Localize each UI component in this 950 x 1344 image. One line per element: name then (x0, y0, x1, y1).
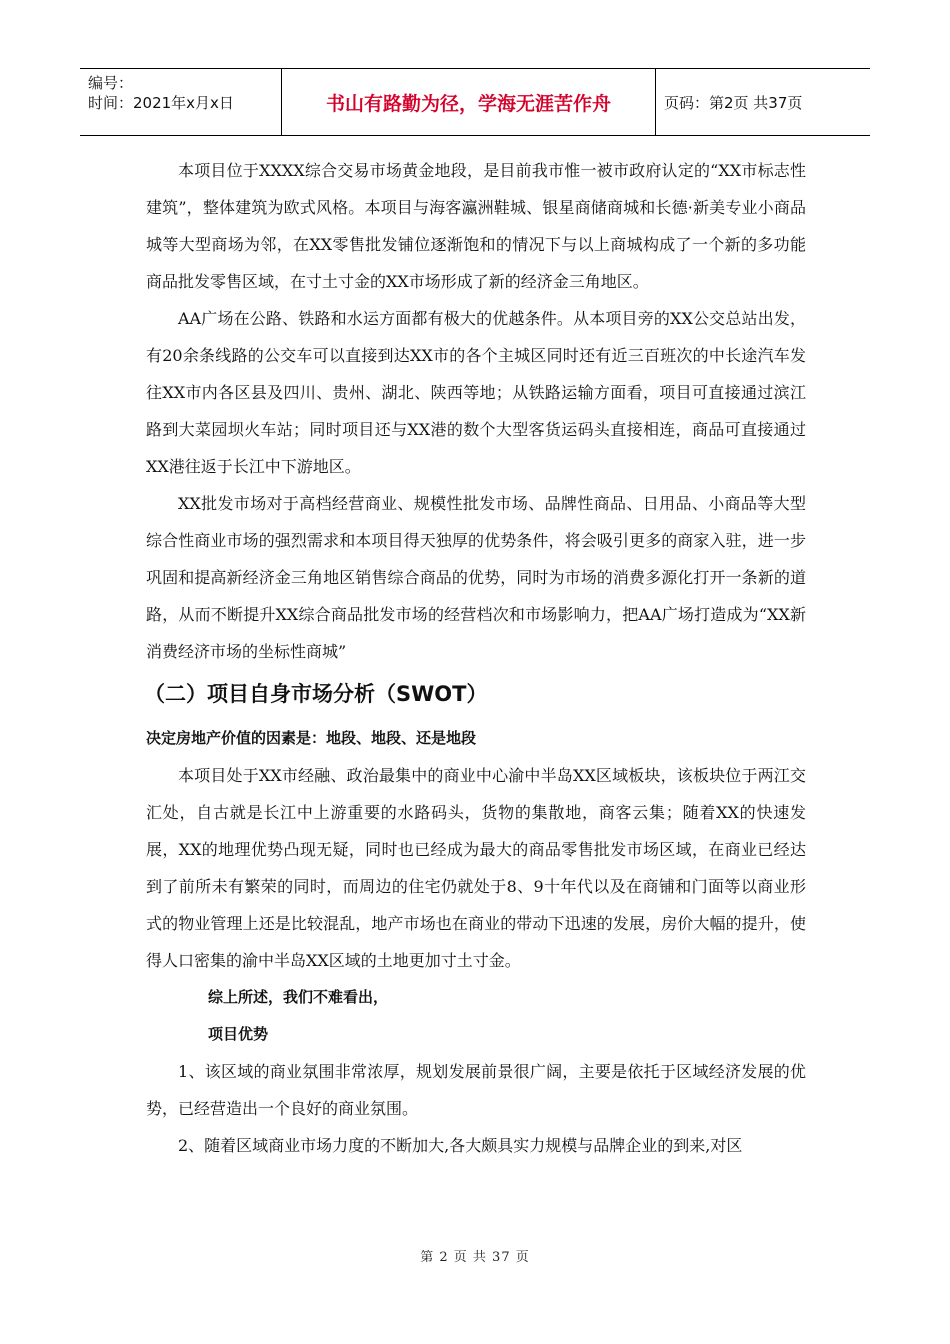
section-heading: （二）项目自身市场分析（SWOT） (144, 682, 488, 706)
header-meta (80, 69, 282, 135)
header-page-label: 页码：第2页 共37页 (664, 93, 803, 112)
paragraph-transport: AA广场在公路、铁路和水运方面都有极大的优越条件。从本项目旁的XX公交总站出发，有20余条线路的公交车可以直接到达XX市的各个主城区同时还有近三百班次的中长途汽车发往XX市内各区县及四川、贵州、湖北、陕西等地；从铁路运输方面看，项目可直接通过滨江路到大菜园坝火车站；同时项目还与XX港的数个大型客货运码头直接相连，商品可直接通过XX港往返于长江中下游地区。 (146, 309, 806, 476)
page-footer: 第 2 页 共 37 页 (420, 1250, 530, 1265)
advantage-heading: 项目优势 (208, 1025, 269, 1043)
motto-text: 书山有路勤为径，学海无涯苦作舟 (325, 92, 611, 115)
paragraph-location: 本项目位于XXXX综合交易市场黄金地段，是目前我市惟一被市政府认定的“XX市标志性建筑”，整体建筑为欧式风格。本项目与海客瀛洲鞋城、银星商储商城和长德·新美专业小商品城等大型商场为邻，在XX零售批发铺位逐渐饱和的情况下与以上商城构成了一个新的多功能商品批发零售区域，在寸土寸金的XX市场形成了新的经济金三角地区。 (146, 161, 806, 291)
paragraph-market-demand: XX批发市场对于高档经营商业、规模性批发市场、品牌性商品、日用品、小商品等大型综合性商业市场的强烈需求和本项目得天独厚的优势条件，将会吸引更多的商家入驻，进一步巩固和提高新经济金三角地区销售综合商品的优势，同时为市场的消费多源化打开一条新的道路，从而不断提升XX综合商品批发市场的经营档次和市场影响力，把AA广场打造成为“XX新消费经济市场的坐标性商城” (146, 494, 806, 661)
document-body (146, 152, 806, 1164)
summary-line: 综上所述，我们不难看出， (208, 988, 389, 1006)
date-label: 时间：2021年x月x日 (88, 94, 234, 112)
number-label: 编号： (88, 74, 134, 92)
list-item-1: 1、该区域的商业氛围非常浓厚，规划发展前景很广阔，主要是依托于区域经济发展的优势，已经营造出一个良好的商业氛围。 (146, 1062, 806, 1118)
header-motto (282, 69, 656, 135)
page-header (80, 68, 870, 136)
bold-statement: 决定房地产价值的因素是：地段、地段、还是地段 (146, 729, 477, 747)
paragraph-area-analysis: 本项目处于XX市经融、政治最集中的商业中心渝中半岛XX区域板块，该板块位于两江交汇处，自古就是长江中上游重要的水路码头，货物的集散地，商客云集；随着XX的快速发展，XX的地理优势凸现无疑，同时也已经成为最大的商品零售批发市场区域，在商业已经达到了前所未有繁荣的同时，而周边的住宅仍就处于8、9十年代以及在商铺和门面等以商业形式的物业管理上还是比较混乱，地产市场也在商业的带动下迅速的发展，房价大幅的提升，使得人口密集的渝中半岛XX区域的土地更加寸土寸金。 (146, 766, 806, 970)
list-item-2: 2、随着区域商业市场力度的不断加大,各大颇具实力规模与品牌企业的到来,对区 (178, 1136, 743, 1155)
